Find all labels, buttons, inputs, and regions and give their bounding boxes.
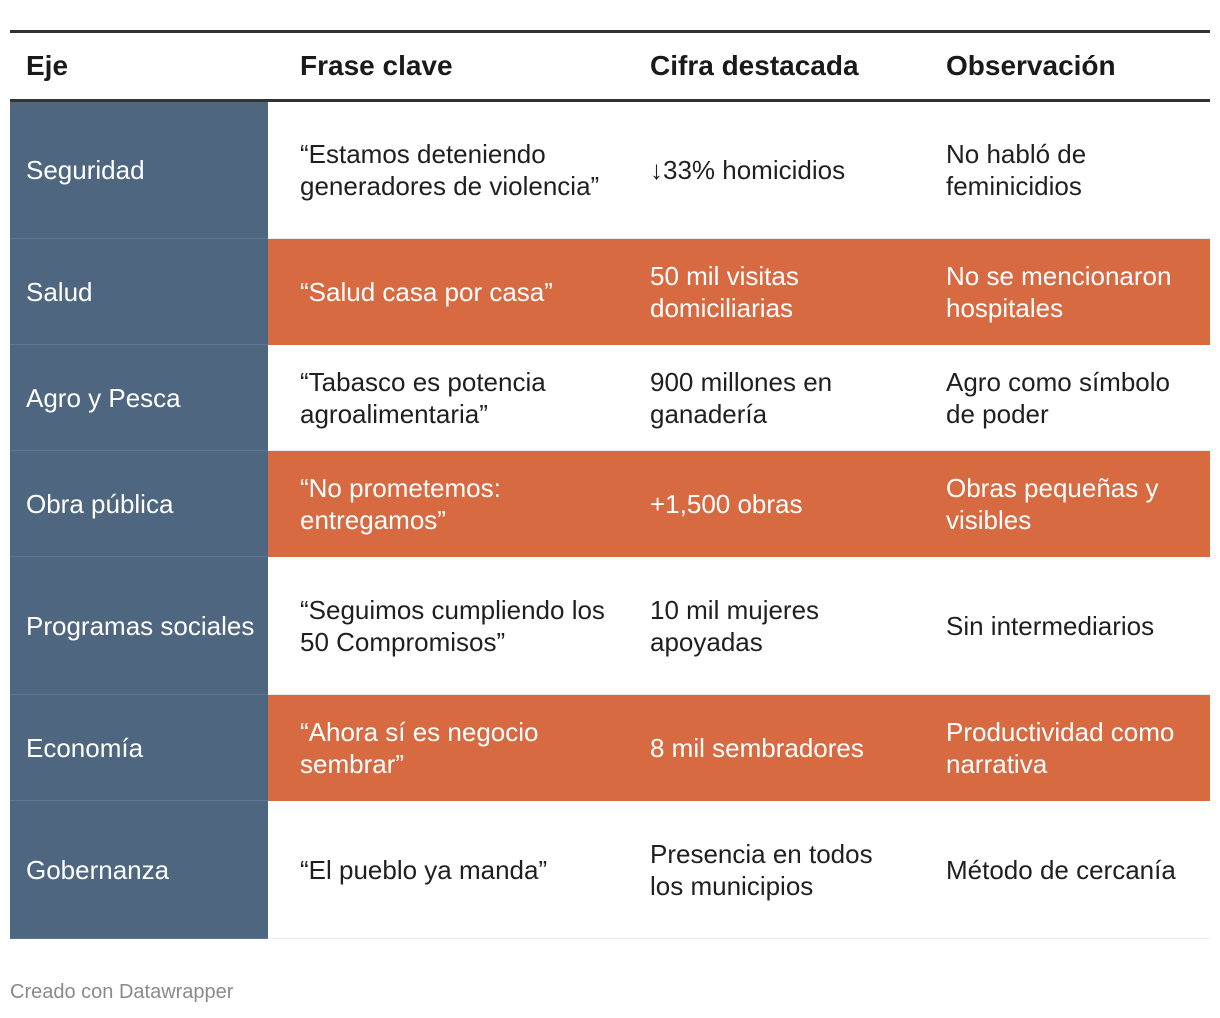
cell-cifra-destacada: 10 mil mujeres apoyadas — [618, 557, 914, 695]
cell-frase-clave: “Estamos deteniendo generadores de violencia” — [268, 101, 618, 239]
cell-frase-clave: “Salud casa por casa” — [268, 239, 618, 345]
footer-credit: Creado con Datawrapper — [10, 981, 234, 1003]
cell-cifra-destacada: +1,500 obras — [618, 451, 914, 557]
cell-cifra-destacada: 900 millones en ganadería — [618, 345, 914, 451]
cell-frase-clave: “Tabasco es potencia agroalimentaria” — [268, 345, 618, 451]
table-row — [10, 451, 1210, 557]
cell-eje: Obra pública — [10, 451, 268, 557]
cell-observacion: Sin intermediarios — [914, 557, 1210, 695]
cell-cifra-destacada: ↓33% homicidios — [618, 101, 914, 239]
cell-frase-clave: “El pueblo ya manda” — [268, 801, 618, 939]
table-row — [10, 239, 1210, 345]
column-header-eje[interactable]: Eje — [26, 50, 69, 81]
cell-frase-clave: “Ahora sí es negocio sembrar” — [268, 695, 618, 801]
data-table — [10, 30, 1210, 939]
column-header-observacion[interactable]: Observación — [946, 50, 1116, 81]
table-body — [10, 101, 1210, 939]
cell-frase-clave: “Seguimos cumpliendo los 50 Compromisos” — [268, 557, 618, 695]
cell-cifra-destacada: 8 mil sembradores — [618, 695, 914, 801]
column-header-cifra-destacada[interactable]: Cifra destacada — [650, 50, 859, 81]
table-row — [10, 101, 1210, 239]
cell-observacion: Obras pequeñas y visibles — [914, 451, 1210, 557]
cell-cifra-destacada: Presencia en todos los municipios — [618, 801, 914, 939]
table-row — [10, 801, 1210, 939]
table-row — [10, 345, 1210, 451]
cell-eje: Salud — [10, 239, 268, 345]
column-header-frase-clave[interactable]: Frase clave — [300, 50, 453, 81]
cell-observacion: No se mencionaron hospitales — [914, 239, 1210, 345]
cell-eje: Programas sociales — [10, 557, 268, 695]
cell-eje: Gobernanza — [10, 801, 268, 939]
data-table-container — [10, 30, 1210, 939]
cell-observacion: No habló de feminicidios — [914, 101, 1210, 239]
cell-cifra-destacada: 50 mil visitas domiciliarias — [618, 239, 914, 345]
cell-frase-clave: “No prometemos: entregamos” — [268, 451, 618, 557]
table-header — [10, 32, 1210, 101]
cell-observacion: Método de cercanía — [914, 801, 1210, 939]
cell-observacion: Productividad como narrativa — [914, 695, 1210, 801]
cell-observacion: Agro como símbolo de poder — [914, 345, 1210, 451]
header-row — [10, 32, 1210, 101]
cell-eje: Agro y Pesca — [10, 345, 268, 451]
table-row — [10, 695, 1210, 801]
cell-eje: Seguridad — [10, 101, 268, 239]
cell-eje: Economía — [10, 695, 268, 801]
table-row — [10, 557, 1210, 695]
